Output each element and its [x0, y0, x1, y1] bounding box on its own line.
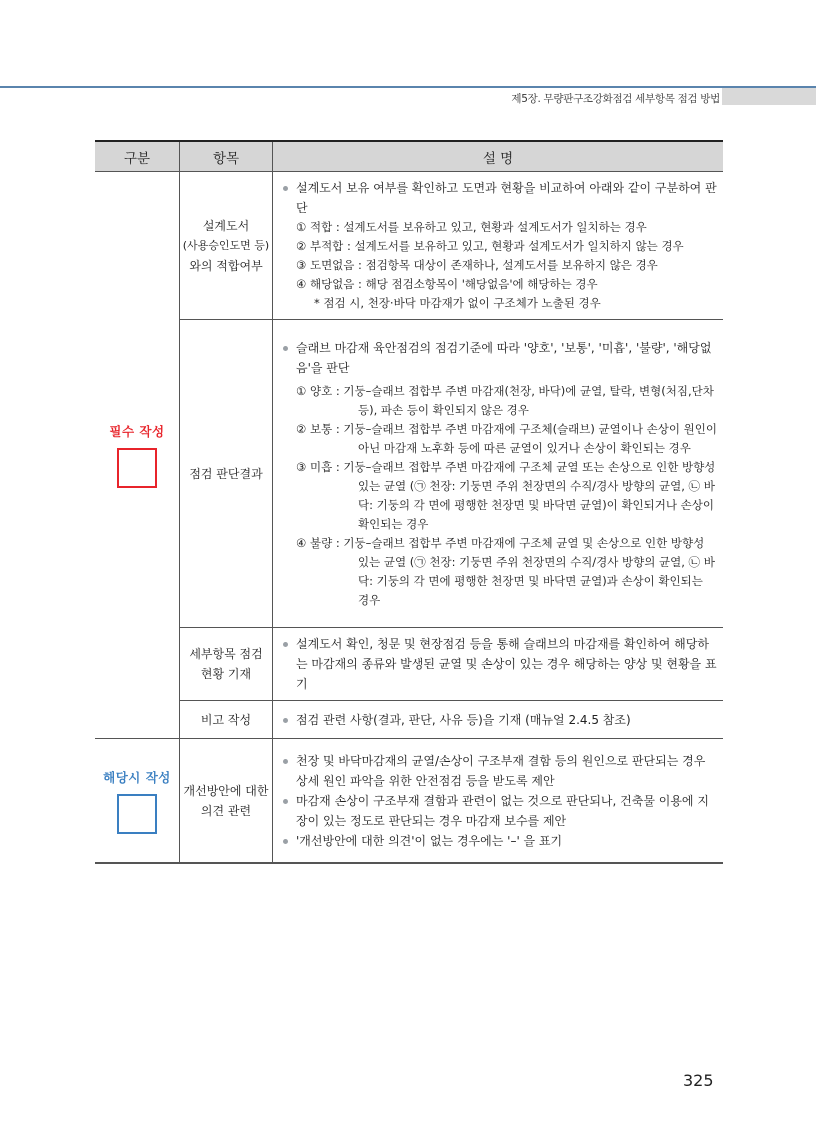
- item-cell: [180, 172, 273, 320]
- table-row: [95, 701, 723, 739]
- desc-cell: [273, 172, 724, 320]
- desc-sub-item: ② 부적합 : 설계도서를 보유하고 있고, 현황과 설계도서가 일치하지 않는 경우: [296, 239, 684, 253]
- desc-bullet: '개선방안에 대한 의견'이 없는 경우에는 '–' 을 표기: [279, 831, 717, 851]
- desc-bullet: 설계도서 확인, 청문 및 현장점검 등을 통해 슬래브의 마감재를 확인하여 해당하는 마감재의 종류와 발생된 균열 및 손상이 있는 경우 해당하는 양상 및 현황을 표기: [279, 634, 717, 694]
- item-cell: [180, 320, 273, 628]
- optional-group-cell: [95, 739, 180, 864]
- table-row: [95, 172, 723, 320]
- desc-sub-item: ① 양호 : 기둥–슬래브 접합부 주변 마감재(천장, 바닥)에 균열, 탈락, 변형(처짐,단차 등), 파손 등이 확인되지 않은 경우: [296, 383, 714, 417]
- desc-sub-item: ④ 불량 : 기둥–슬래브 접합부 주변 마감재에 구조체 균열 및 손상으로 인한 방향성 있는 균열 (㉠ 천장: 기둥면 주위 천장면의 수직/경사 방향의 균열, ㉡ 바닥: 기둥의 각 면에 평행한 천장면 및 바닥면 균열)과 손상이 확인되는 경우: [296, 535, 715, 607]
- desc-bullet: 점검 관련 사항(결과, 판단, 사유 등)을 기재 (매뉴얼 2.4.5 참조): [279, 710, 717, 730]
- desc-cell: [273, 628, 724, 701]
- item-line: 비고 작성: [200, 712, 252, 727]
- item-line: 세부항목 점검: [189, 647, 263, 661]
- table-row: [95, 739, 723, 864]
- item-line: 개선방안에 대한: [183, 783, 269, 798]
- item-cell: [180, 701, 273, 739]
- desc-cell: [273, 320, 724, 628]
- page-number: 325: [683, 1071, 714, 1090]
- required-checkbox[interactable]: [117, 448, 157, 488]
- item-cell: [180, 739, 273, 864]
- item-line: (사용승인도면 등): [182, 238, 270, 252]
- optional-label: 해당시 작성: [103, 769, 171, 785]
- header-tab-bar: [722, 88, 816, 105]
- desc-sub-item: ③ 미흡 : 기둥–슬래브 접합부 주변 마감재에 구조체 균열 또는 손상으로 인한 방향성 있는 균열 (㉠ 천장: 기둥면 주위 천장면의 수직/경사 방향의 균열, ㉡ 바닥: 기둥의 각 면에 평행한 천장면 및 바닥면 균열)이 확인되거나 손상이 확인되는 경우: [296, 459, 716, 531]
- desc-bullet: 마감재 손상이 구조부재 결함과 관련이 없는 것으로 판단되나, 건축물 이용에 지장이 있는 정도로 판단되는 경우 마감재 보수를 제안: [279, 791, 717, 831]
- desc-bullet: 설계도서 보유 여부를 확인하고 도면과 현황을 비교하여 아래와 같이 구분하여 판단: [279, 178, 717, 218]
- header-gubun: 구분: [95, 141, 180, 172]
- desc-cell: [273, 739, 724, 864]
- optional-checkbox[interactable]: [117, 794, 157, 834]
- item-line: 설계도서: [202, 218, 250, 233]
- desc-sub-item: ① 적합 : 설계도서를 보유하고 있고, 현황과 설계도서가 일치하는 경우: [296, 220, 647, 234]
- chapter-header: 제5장. 무량판구조강화점검 세부항목 점검 방법: [511, 93, 720, 105]
- required-group-cell: [95, 172, 180, 739]
- item-line: 점검 판단결과: [189, 466, 263, 481]
- desc-bullet: 슬래브 마감재 육안점검의 점검기준에 따라 '양호', '보통', '미흡', '불량', '해당없음'을 판단: [279, 338, 717, 378]
- table-row: [95, 628, 723, 701]
- desc-sub-item: ② 보통 : 기둥–슬래브 접합부 주변 마감재에 구조체(슬래브) 균열이나 손상이 원인이 아닌 마감재 노후화 등에 따른 균열이 있거나 손상이 확인되는 경우: [296, 421, 717, 455]
- item-cell: [180, 628, 273, 701]
- header-item: 항목: [180, 141, 273, 172]
- item-line: 와의 적합여부: [189, 258, 263, 273]
- table-header-row: [95, 141, 723, 172]
- desc-sub-item: ④ 해당없음 : 해당 점검소항목이 '해당없음'에 해당하는 경우: [296, 277, 598, 291]
- desc-note: * 점검 시, 천장·바닥 마감재가 없이 구조체가 노출된 경우: [314, 296, 601, 310]
- desc-sub-item: ③ 도면없음 : 점검항목 대상이 존재하나, 설계도서를 보유하지 않은 경우: [296, 258, 658, 272]
- item-line: 의견 관련: [200, 803, 252, 818]
- required-label: 필수 작성: [109, 424, 165, 439]
- header-rule: [0, 86, 816, 88]
- header-desc: 설 명: [273, 141, 724, 172]
- inspection-table: [95, 140, 723, 864]
- table-row: [95, 320, 723, 628]
- desc-cell: [273, 701, 724, 739]
- item-line: 현황 기재: [200, 667, 252, 681]
- desc-bullet: 천장 및 바닥마감재의 균열/손상이 구조부재 결함 등의 원인으로 판단되는 경우 상세 원인 파악을 위한 안전점검 등을 받도록 제안: [279, 751, 717, 791]
